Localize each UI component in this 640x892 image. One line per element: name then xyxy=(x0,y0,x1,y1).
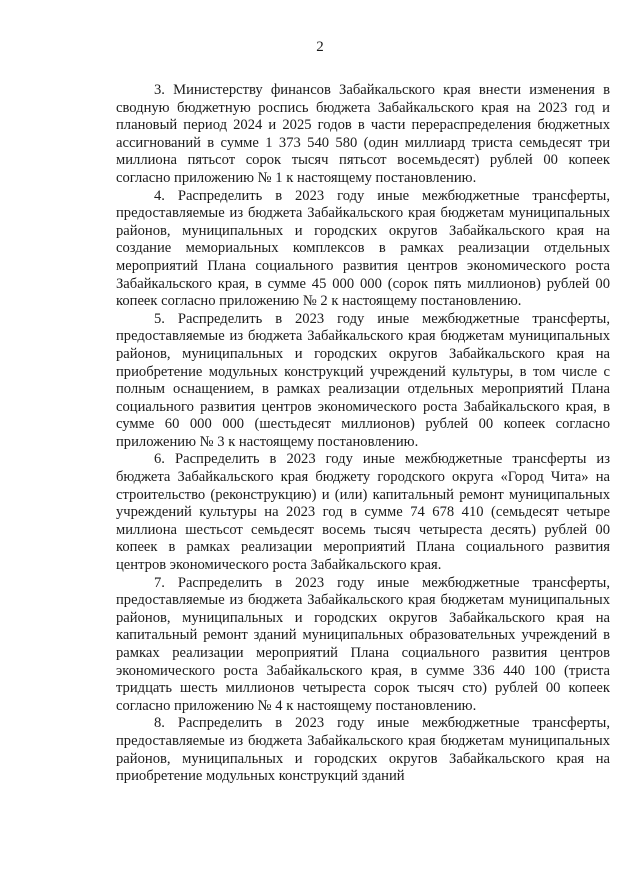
document-body xyxy=(116,82,610,786)
paragraph-8: 8. Распределить в 2023 году иные межбюджетные трансферты, предоставляемые из бюджета Забайкальского края бюджетам муниципальных районов, муниципальных и городских округов Забайкальского края на приобретение модульных конструкций зданий xyxy=(116,715,610,785)
paragraph-7: 7. Распределить в 2023 году иные межбюджетные трансферты, предоставляемые из бюджета Забайкальского края бюджетам муниципальных районов, муниципальных и городских округов Забайкальского края на капитальный ремонт зданий муниципальных образовательных учреждений в рамках реализации мероприятий Плана социального развития центров экономического роста Забайкальского края, в сумме 336 440 100 (триста тридцать шесть миллионов четыреста сорок тысяч сто) рублей 00 копеек согласно приложению № 4 к настоящему постановлению. xyxy=(116,574,610,714)
paragraph-6: 6. Распределить в 2023 году иные межбюджетные трансферты из бюджета Забайкальского края бюджету городского округа «Город Чита» на строительство (реконструкцию) и (или) капитальный ремонт муниципальных учреждений культуры на 2023 год в сумме 74 678 410 (семьдесят четыре миллиона шестьсот семьдесят восемь тысяч четыреста десять) рублей 00 копеек в рамках реализации мероприятий Плана социального развития центров экономического роста Забайкальского края. xyxy=(116,451,610,574)
page-number: 2 xyxy=(316,39,324,55)
paragraph-5: 5. Распределить в 2023 году иные межбюджетные трансферты, предоставляемые из бюджета Забайкальского края бюджетам муниципальных районов, муниципальных и городских округов Забайкальского края на приобретение модульных конструкций учреждений культуры, в том числе с полным оснащением, в рамках реализации отдельных мероприятий Плана социального развития центров экономического роста Забайкальского края, в сумме 60 000 000 (шестьдесят миллионов) рублей 00 копеек согласно приложению № 3 к настоящему постановлению. xyxy=(116,310,610,450)
paragraph-3: 3. Министерству финансов Забайкальского края внести изменения в сводную бюджетную роспись бюджета Забайкальского края на 2023 год и плановый период 2024 и 2025 годов в части перераспределения бюджетных ассигнований в сумме 1 373 540 580 (один миллиард триста семьдесят три миллиона пятьсот сорок тысяч пятьсот восемьдесят) рублей 00 копеек согласно приложению № 1 к настоящему постановлению. xyxy=(116,82,610,186)
paragraph-4: 4. Распределить в 2023 году иные межбюджетные трансферты, предоставляемые из бюджета Забайкальского края бюджетам муниципальных районов, муниципальных и городских округов Забайкальского края на создание мемориальных комплексов в рамках реализации отдельных мероприятий Плана социального развития центров экономического роста Забайкальского края, в сумме 45 000 000 (сорок пять миллионов) рублей 00 копеек согласно приложению № 2 к настоящему постановлению. xyxy=(116,187,610,310)
